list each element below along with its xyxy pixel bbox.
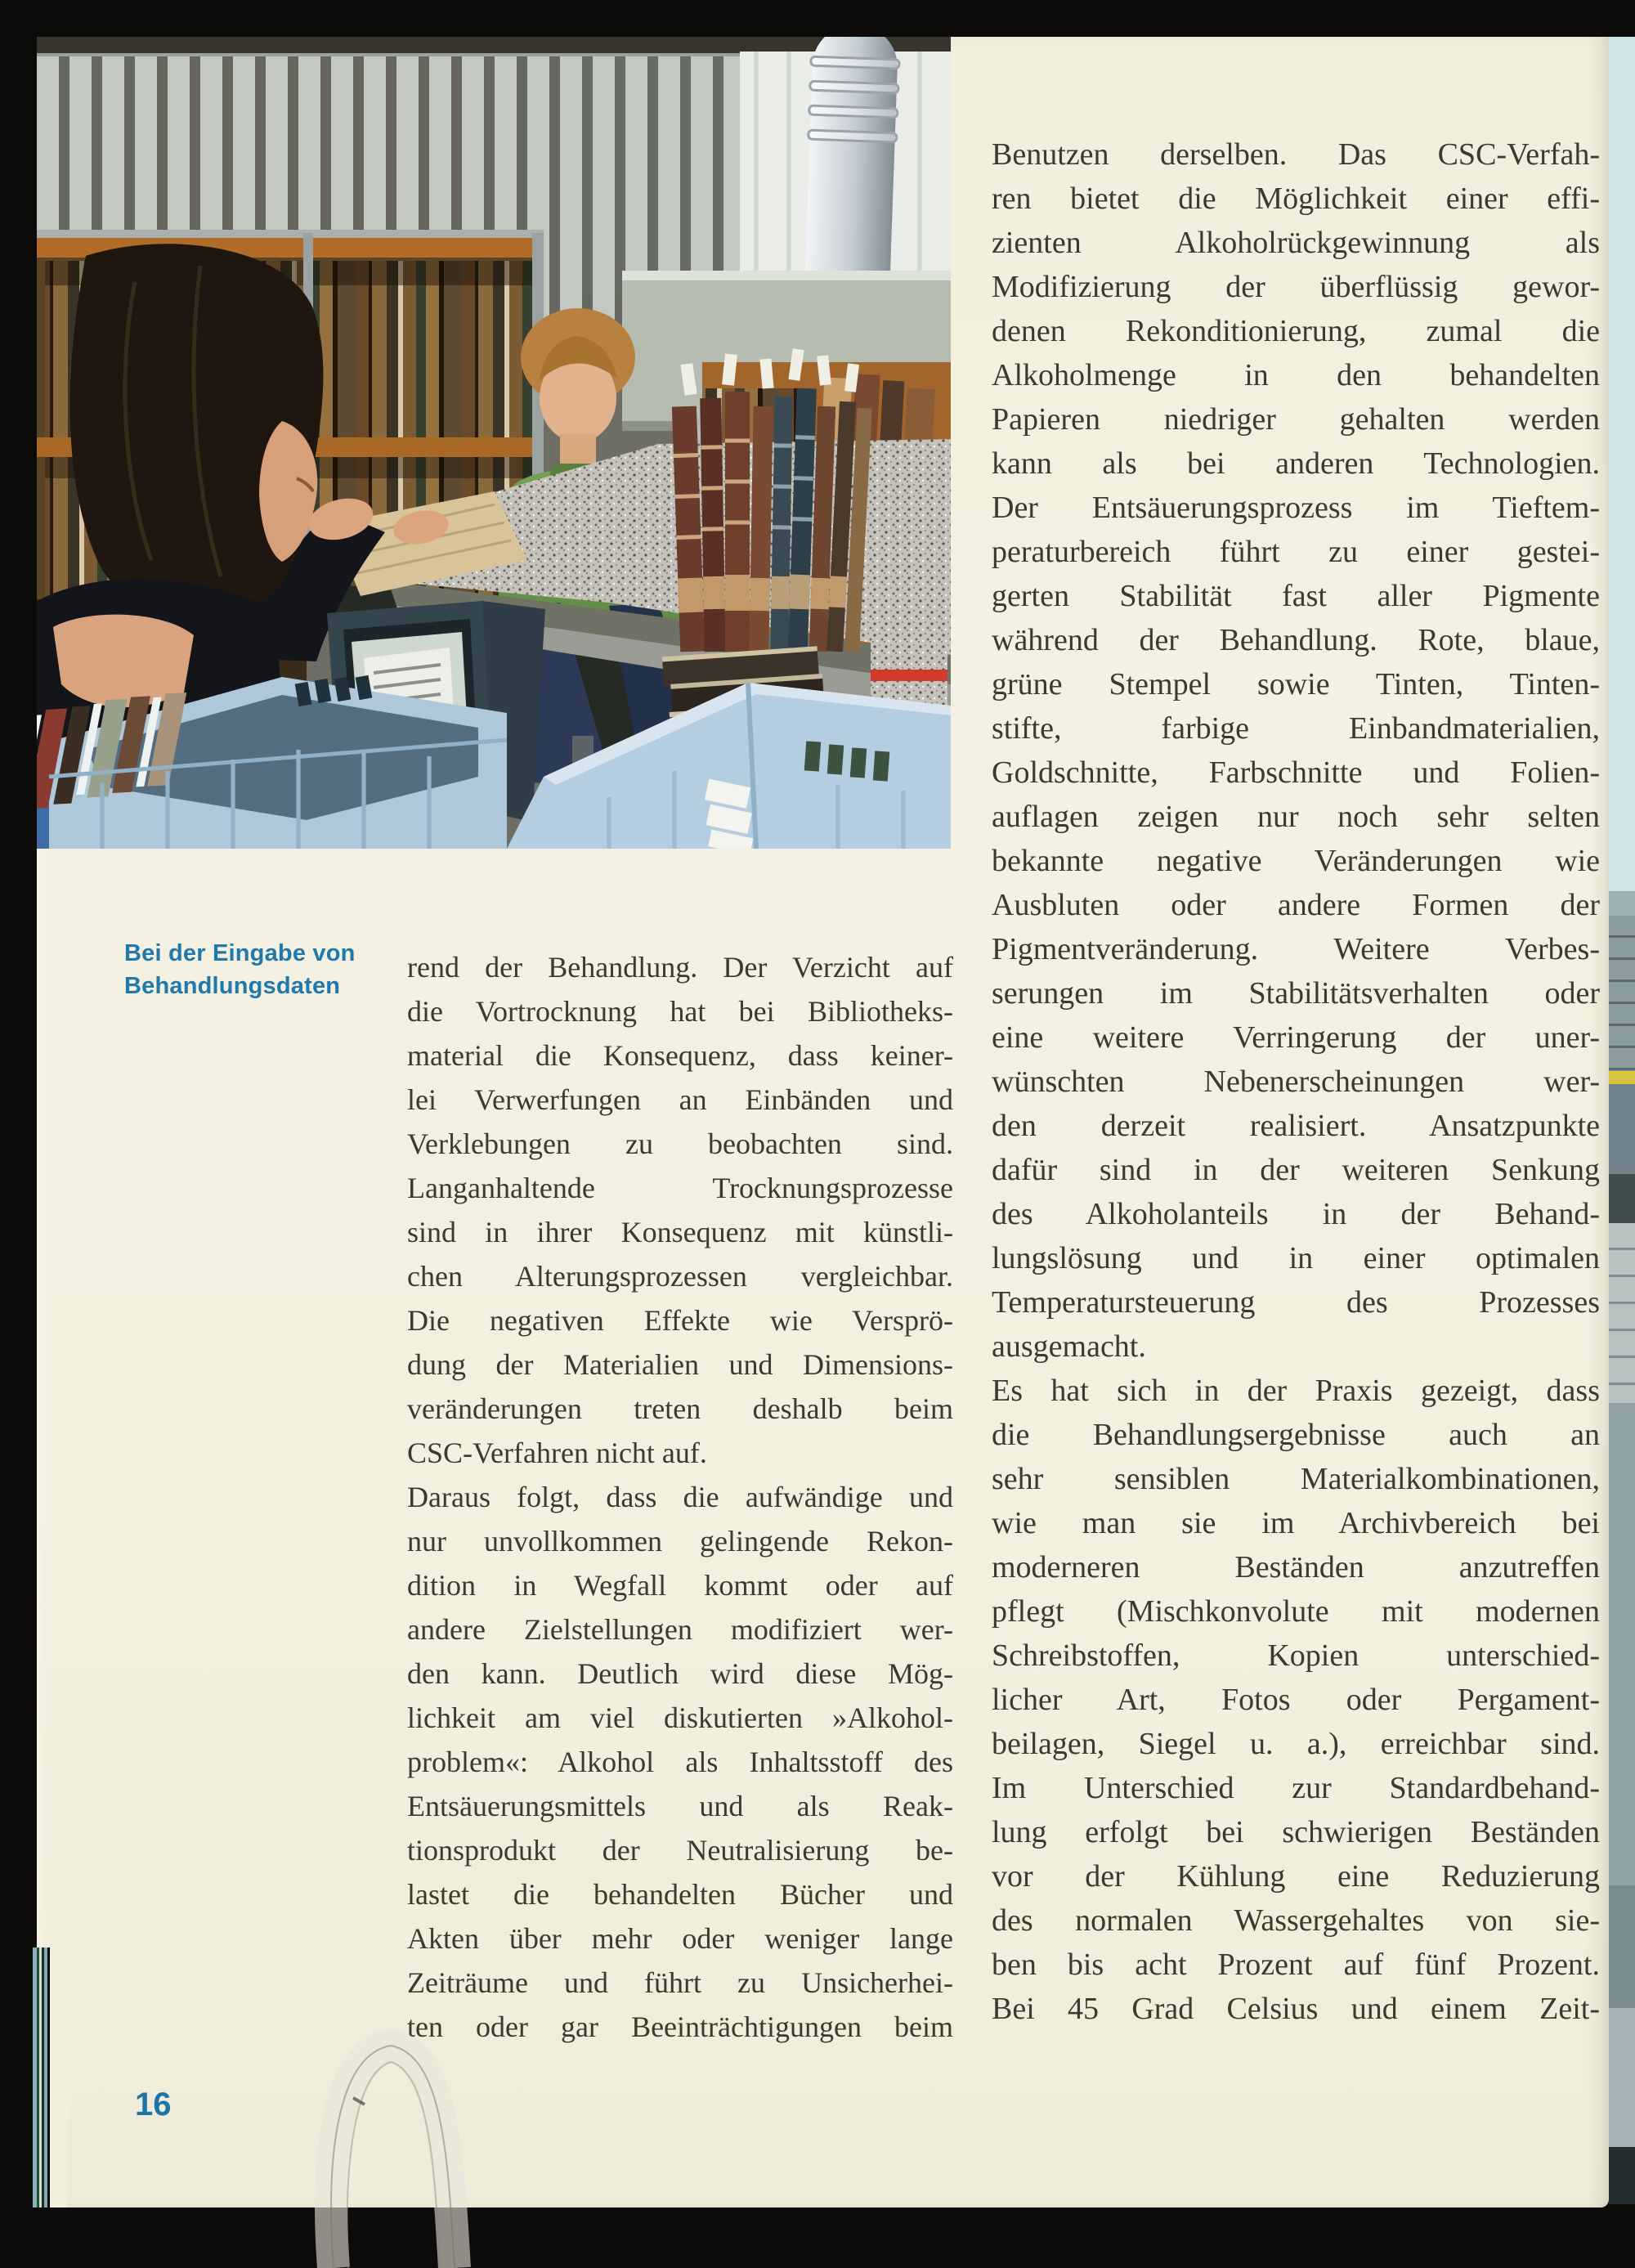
text-line: ausgemacht. (992, 1329, 1146, 1364)
text-line: stifte, farbige Einbandmaterialien, (992, 711, 1600, 746)
text-line: dition in Wegfall kommt oder auf (407, 1569, 953, 1602)
text-line: Schreibstoffen, Kopien unterschied- (992, 1638, 1600, 1673)
text-line: Der Entsäuerungsprozess im Tieftem- (992, 491, 1600, 525)
text-line: serungen im Stabilitätsverhalten oder (992, 976, 1600, 1011)
text-line: nur unvollkommen gelingende Rekon- (407, 1525, 953, 1558)
photo-caption (124, 937, 419, 1002)
page-number: 16 (135, 2086, 172, 2122)
text-line: Daraus folgt, dass die aufwändige und (407, 1481, 953, 1513)
text-line: lichkeit am viel diskutierten »Alkohol- (407, 1701, 953, 1734)
text-line: kann als bei anderen Technologien. (992, 446, 1600, 481)
caption-line: Behandlungsdaten (124, 973, 341, 999)
text-line: auflagen zeigen nur noch sehr selten (992, 800, 1600, 834)
text-line: moderneren Beständen anzutreffen (992, 1550, 1600, 1584)
text-line: Langanhaltende Trocknungsprozesse (407, 1172, 953, 1204)
text-line: Im Unterschied zur Standardbehand- (992, 1771, 1600, 1805)
library-photo-illustration (37, 37, 951, 849)
text-line: wünschten Nebenerscheinungen wer- (992, 1065, 1600, 1099)
text-line: Entsäuerungsmittels und als Reak- (407, 1790, 953, 1822)
text-line: veränderungen treten deshalb beim (407, 1392, 953, 1425)
library-photo (37, 37, 951, 849)
text-line: lungslösung und in einer optimalen (992, 1241, 1600, 1275)
text-line: Alkoholmenge in den behandelten (992, 358, 1600, 392)
text-line: rend der Behandlung. Der Verzicht auf (407, 951, 953, 984)
caption-line: Bei der Eingabe von (124, 940, 356, 966)
text-line: Die negativen Effekte wie Versprö- (407, 1304, 953, 1337)
text-line: sehr sensiblen Materialkombinationen, (992, 1462, 1600, 1496)
text-line: lei Verwerfungen an Einbänden und (407, 1083, 953, 1116)
text-line: lung erfolgt bei schwierigen Beständen (992, 1815, 1600, 1849)
text-line: sind in ihrer Konsequenz mit künstli- (407, 1216, 953, 1248)
text-line: beilagen, Siegel u. a.), erreichbar sind. (992, 1727, 1600, 1761)
text-line: den derzeit realisiert. Ansatzpunkte (992, 1109, 1600, 1143)
text-column-right (992, 132, 1600, 2031)
magazine-page (37, 37, 1609, 2207)
text-line: zienten Alkoholrückgewinnung als (992, 226, 1600, 260)
text-line: die Behandlungsergebnisse auch an (992, 1418, 1600, 1452)
text-column-left (407, 945, 953, 2049)
text-line: den kann. Deutlich wird diese Mög- (407, 1657, 953, 1690)
text-line: gerten Stabilität fast aller Pigmente (992, 579, 1600, 613)
text-line: ben bis acht Prozent auf fünf Prozent. (992, 1948, 1600, 1982)
text-line: Ausbluten oder andere Formen der (992, 888, 1600, 922)
text-line: licher Art, Fotos oder Pergament- (992, 1683, 1600, 1717)
text-line: eine weitere Verringerung der uner- (992, 1020, 1600, 1055)
text-line: Modifizierung der überflüssig gewor- (992, 270, 1600, 304)
text-line: material die Konsequenz, dass keiner- (407, 1039, 953, 1072)
text-line: Es hat sich in der Praxis gezeigt, dass (992, 1374, 1600, 1408)
text-line: tionsprodukt der Neutralisierung be- (407, 1834, 953, 1867)
text-line: ren bietet die Möglichkeit einer effi- (992, 182, 1600, 216)
text-line: problem«: Alkohol als Inhaltsstoff des (407, 1746, 953, 1778)
text-line: Zeiträume und führt zu Unsicherhei- (407, 1966, 953, 1999)
book-spine (725, 392, 750, 652)
text-line: während der Behandlung. Rote, blaue, (992, 623, 1600, 657)
text-line: andere Zielstellungen modifiziert wer- (407, 1613, 953, 1646)
text-line: pflegt (Mischkonvolute mit modernen (992, 1594, 1600, 1629)
text-line: lastet die behandelten Bücher und (407, 1878, 953, 1911)
stacked-page-edges (29, 1948, 67, 2217)
text-line: Temperatursteuerung des Prozesses (992, 1285, 1600, 1320)
text-line: grüne Stempel sowie Tinten, Tinten- (992, 667, 1600, 701)
text-line: Akten über mehr oder weniger lange (407, 1922, 953, 1955)
text-line: bekannte negative Veränderungen wie (992, 844, 1600, 878)
text-line: Benutzen derselben. Das CSC-Verfah- (992, 137, 1600, 172)
adjacent-page-edge (1609, 37, 1635, 2268)
text-line: Papieren niedriger gehalten werden (992, 402, 1600, 437)
text-line: vor der Kühlung eine Reduzierung (992, 1859, 1600, 1894)
text-line: die Vortrocknung hat bei Bibliotheks- (407, 995, 953, 1028)
text-line: des Alkoholanteils in der Behand- (992, 1197, 1600, 1231)
text-line: CSC-Verfahren nicht auf. (407, 1437, 707, 1469)
text-line: Goldschnitte, Farbschnitte und Folien- (992, 755, 1600, 790)
text-line: Verklebungen zu beobachten sind. (407, 1127, 953, 1160)
text-line: dung der Materialien und Dimensions- (407, 1348, 953, 1381)
text-line: Pigmentveränderung. Weitere Verbes- (992, 932, 1600, 966)
text-line: Bei 45 Grad Celsius und einem Zeit- (992, 1992, 1600, 2026)
tweezers-overlay (204, 2019, 556, 2268)
text-line: wie man sie im Archivbereich bei (992, 1506, 1600, 1540)
book-spine (700, 398, 725, 652)
text-line: des normalen Wassergehaltes von sie- (992, 1903, 1600, 1938)
text-line: chen Alterungsprozessen vergleichbar. (407, 1260, 953, 1293)
ceiling-beam (37, 37, 951, 53)
text-line: denen Rekonditionierung, zumal die (992, 314, 1600, 348)
text-line: ten oder gar Beeinträchtigungen beim (407, 2010, 953, 2043)
text-line: peraturbereich führt zu einer gestei- (992, 535, 1600, 569)
text-line: dafür sind in der weiteren Senkung (992, 1153, 1600, 1187)
